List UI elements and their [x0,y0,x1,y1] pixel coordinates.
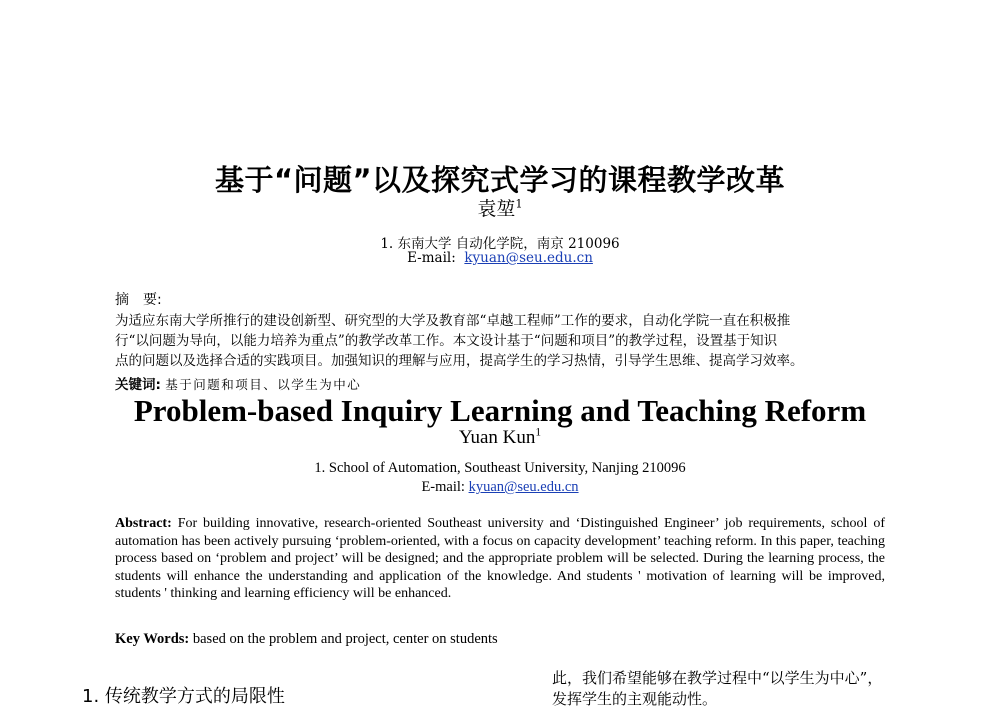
chinese-abstract-line: 点的问题以及选择合适的实践项目。加强知识的理解与应用，提高学生的学习热情，引导学生思维、提高学习效率。 [115,353,804,369]
right-column-line: 发挥学生的主观能动性。 [552,690,718,708]
english-author-name: Yuan Kun [458,427,536,448]
english-keywords-value: based on the problem and project, center on students [192,631,498,647]
chinese-email-link[interactable]: kyuan@seu.edu.cn [464,250,593,266]
chinese-affiliation: 1. 东南大学 自动化学院，南京 210096 [380,236,620,252]
section-1-heading: 1. 传统教学方式的局限性 [82,686,285,707]
english-author [0,427,1000,449]
chinese-email-label: E-mail: [407,250,456,266]
right-column-line: 此，我们希望能够在教学过程中“以学生为中心”， [552,669,883,687]
english-email-line [0,479,1000,496]
chinese-email-line [0,250,1000,266]
chinese-abstract-label: 摘 要: [115,292,162,308]
chinese-abstract-body [115,311,885,371]
chinese-title: 基于“问题”以及探究式学习的课程教学改革 [214,163,786,197]
english-abstract [115,515,885,603]
chinese-abstract-line: 行“以问题为导向，以能力培养为重点”的教学改革工作。本文设计基于“问题和项目”的教学过程，设置基于知识 [115,333,778,349]
chinese-author-superscript: 1 [515,196,523,211]
english-email-label: E-mail: [421,479,465,495]
chinese-abstract-line: 为适应东南大学所推行的建设创新型、研究型的大学及教育部“卓越工程师”工作的要求，自动化学院一直在积极推 [115,313,791,329]
english-abstract-label: Abstract: [115,516,172,531]
english-abstract-body: For building innovative, research-oriented Southeast university and ‘Distinguished Engineer’ job requirements, school of automation has been actively pursuing ‘problem-oriented, with a focus on capacity development’ teaching reform. In this paper, teaching process based on ‘problem and project’ will be designed; and the appropriate problem will be selected. During the learning process, the students will enhance the understanding and application of the knowledge. And students ' motivation of learning will be improved, students ' thinking and learning efficiency will be enhanced. [115,516,886,601]
english-keywords [115,631,498,648]
english-title: Problem-based Inquiry Learning and Teaching Reform [133,393,867,428]
chinese-keywords [115,373,361,393]
english-author-superscript: 1 [535,426,542,439]
chinese-author [0,194,1000,221]
chinese-keywords-label: 关键词: [115,377,161,393]
chinese-keywords-value: 基于问题和项目、以学生为中心 [165,377,362,392]
english-affiliation: 1. School of Automation, Southeast University, Nanjing 210096 [314,460,686,476]
english-keywords-label: Key Words: [115,631,190,647]
english-email-link[interactable]: kyuan@seu.edu.cn [468,479,579,495]
chinese-author-name: 袁堃 [477,198,516,220]
right-column-text [552,668,932,710]
